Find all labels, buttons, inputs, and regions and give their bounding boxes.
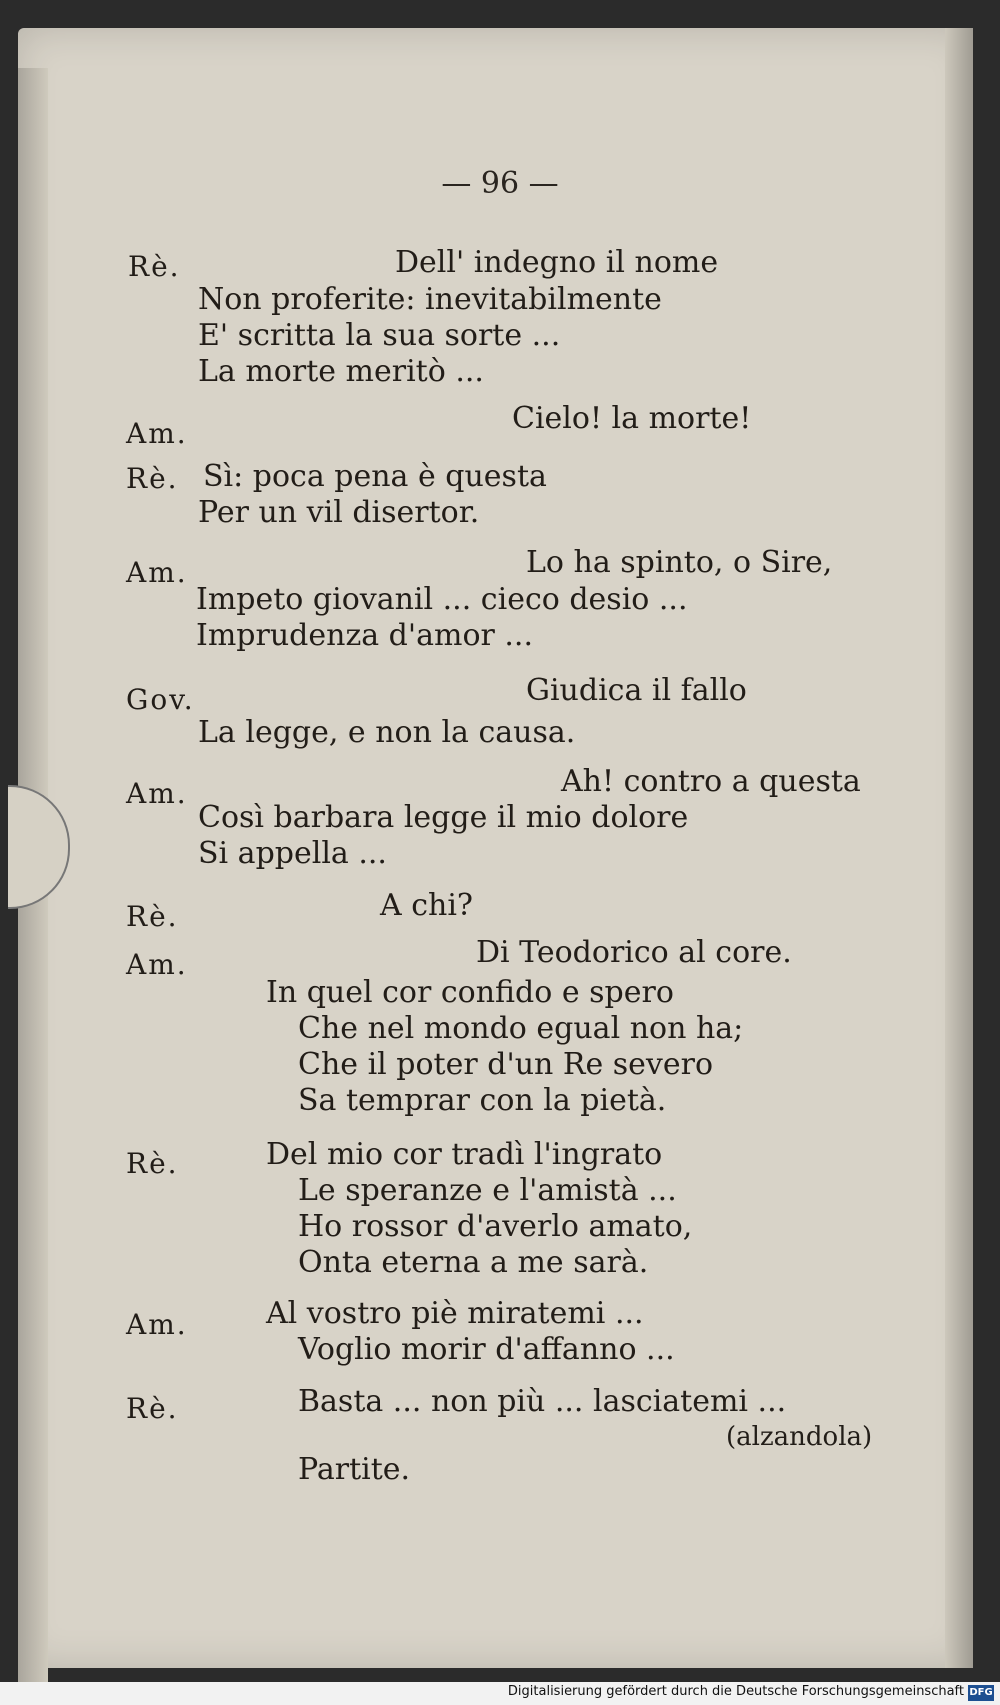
verse-line: Lo ha spinto, o Sire, — [526, 545, 833, 580]
verse-line: Si appella ... — [198, 836, 387, 871]
verse-line: Voglio morir d'affanno ... — [298, 1332, 675, 1367]
verse-line: Per un vil disertor. — [198, 495, 480, 530]
verse-line: Ho rossor d'averlo amato, — [298, 1209, 693, 1244]
verse-line: Dell' indegno il nome — [395, 245, 719, 280]
stage-direction: (alzandola) — [726, 1422, 873, 1452]
speaker-re: Rè. — [126, 900, 179, 933]
verse-line: Giudica il fallo — [526, 673, 747, 708]
verse-line: In quel cor confido e spero — [266, 975, 674, 1010]
verse-line: La legge, e non la causa. — [198, 715, 576, 750]
speaker-am: Am. — [126, 1308, 188, 1341]
verse-line: Non proferite: inevitabilmente — [198, 282, 662, 317]
speaker-re: Rè. — [126, 462, 179, 495]
verse-line: Ah! contro a questa — [561, 764, 861, 799]
verse-line: Di Teodorico al core. — [476, 935, 792, 970]
speaker-am: Am. — [126, 948, 188, 981]
verse-line: Partite. — [298, 1452, 411, 1487]
speaker-re: Rè. — [126, 1147, 179, 1180]
verse-line: Impeto giovanil ... cieco desio ... — [196, 582, 688, 617]
verse-line: La morte meritò ... — [198, 354, 484, 389]
footer-credit: Digitalisierung gefördert durch die Deutsche Forschungsgemeinschaft — [507, 1684, 964, 1699]
speaker-am: Am. — [126, 556, 188, 589]
speaker-am: Am. — [126, 417, 188, 450]
verse-line: Basta ... non più ... lasciatemi ... — [298, 1384, 787, 1419]
verse-line: Che nel mondo egual non ha; — [298, 1011, 744, 1046]
speaker-re: Rè. — [128, 250, 181, 283]
page-edge-right — [945, 28, 973, 1668]
verse-line: Del mio cor tradì l'ingrato — [266, 1137, 663, 1172]
verse-line: A chi? — [380, 888, 474, 923]
verse-line: Sa temprar con la pietà. — [298, 1083, 667, 1118]
verse-line: Onta eterna a me sarà. — [298, 1245, 649, 1280]
verse-line: Imprudenza d'amor ... — [196, 618, 534, 653]
verse-line: Cielo! la morte! — [512, 401, 752, 436]
verse-line: Così barbara legge il mio dolore — [198, 800, 689, 835]
speaker-am: Am. — [126, 777, 188, 810]
speaker-gov: Gov. — [126, 683, 195, 716]
verse-line: Al vostro piè miratemi ... — [266, 1296, 644, 1331]
verse-line: Che il poter d'un Re severo — [298, 1047, 714, 1082]
dfg-logo: DFG — [968, 1685, 994, 1701]
verse-line: Sì: poca pena è questa — [203, 459, 547, 494]
verse-line: Le speranze e l'amistà ... — [298, 1173, 677, 1208]
page-number: — 96 — — [441, 166, 559, 201]
verse-line: E' scritta la sua sorte ... — [198, 318, 561, 353]
speaker-re: Rè. — [126, 1392, 179, 1425]
